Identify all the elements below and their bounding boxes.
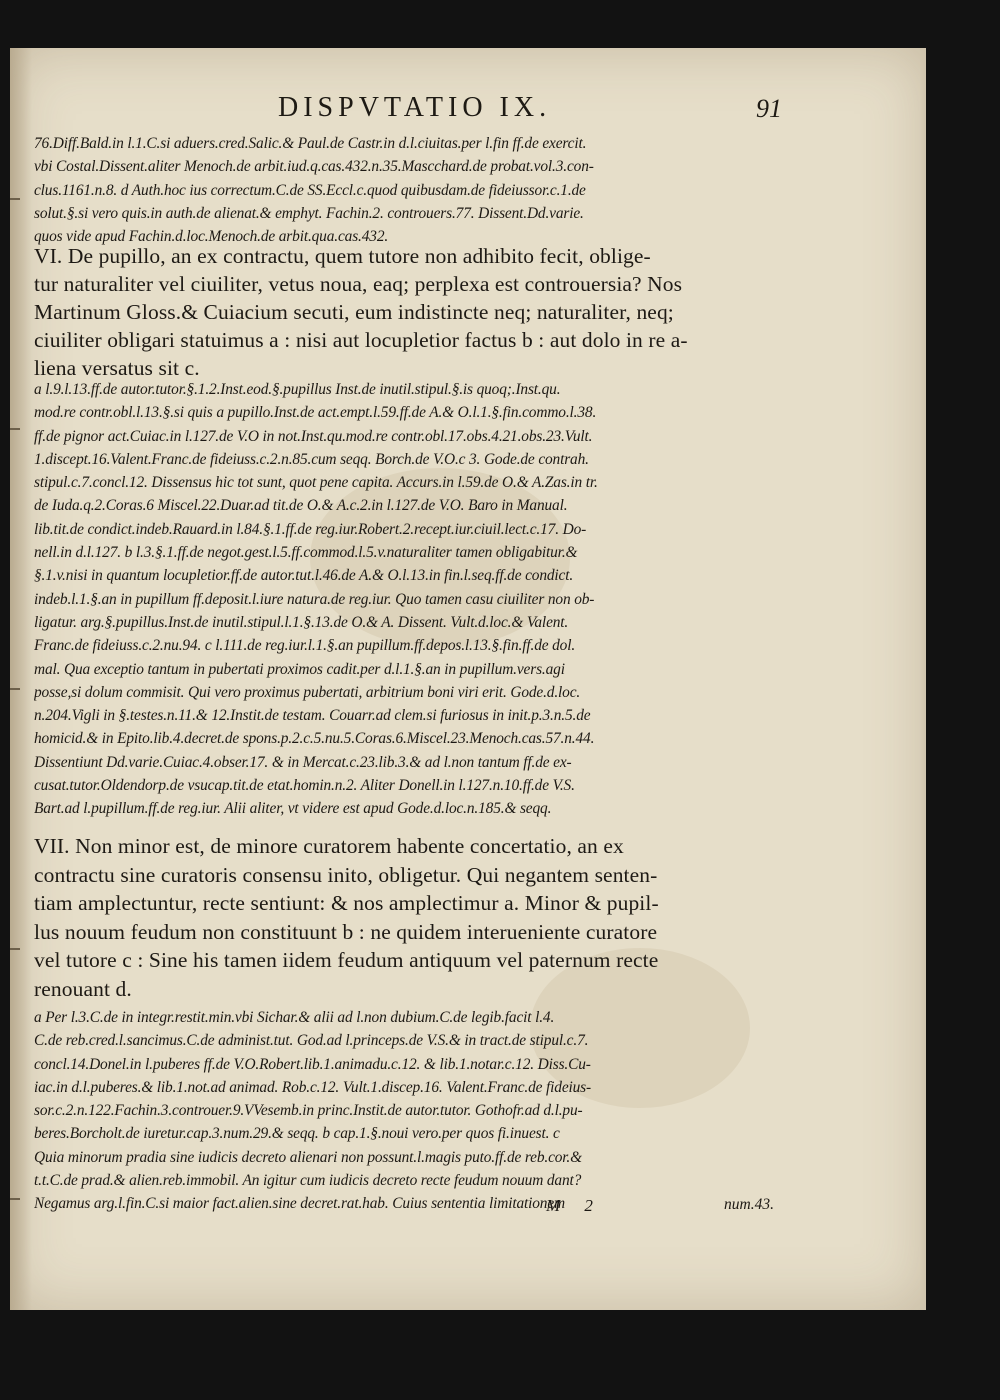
note-line: mod.re contr.obl.l.13.§.si quis a pupillo.Inst.de act.empt.l.59.ff.de A.& O.l.1.§.fin.commo.l.38.: [34, 404, 597, 422]
note-line: Negamus arg.l.fin.C.si maior fact.alien.sine decret.rat.hab. Cuius sententia limitationem: [34, 1195, 565, 1213]
body-line: contractu sine curatoris consensu inito, obligetur. Qui negantem senten-: [34, 862, 658, 887]
note-line: ff.de pignor act.Cuiac.in l.127.de V.O in not.Inst.qu.mod.re contr.obl.17.obs.4.21.obs.23.Vult.: [34, 427, 593, 445]
note-line: clus.1161.n.8. d Auth.hoc ius correctum.C.de SS.Eccl.c.quod quibusdam.de fideiussor.c.1.de: [34, 181, 586, 199]
note-line: homicid.& in Epito.lib.4.decret.de spons.p.2.c.5.nu.5.Coras.6.Miscel.23.Menoch.cas.57.n.44.: [34, 730, 595, 748]
body-line: VII. Non minor est, de minore curatorem habente concertatio, an ex: [34, 834, 624, 858]
page-edge: [920, 48, 926, 1310]
note-line: nell.in d.l.127. b l.3.§.1.ff.de negot.gest.l.5.ff.commod.l.5.v.naturaliter tamen obligabitur.&: [34, 544, 578, 562]
body-line: liena versatus sit c.: [34, 356, 200, 380]
section-vi-text: [34, 242, 794, 382]
note-line: posse,si dolum commisit. Qui vero proximus pubertati, arbitrium boni viri erit. Gode.d.loc.: [34, 683, 581, 701]
note-line: 76.Diff.Bald.in l.1.C.si aduers.cred.Salic.& Paul.de Castr.in d.l.ciuitas.per l.fin ff.de exercit.: [34, 135, 587, 152]
page-footer: [34, 1196, 794, 1220]
note-line: a Per l.3.C.de in integr.restit.min.vbi Sichar.& alii ad l.non dubium.C.de legib.facit l.4.: [34, 1009, 555, 1026]
note-line: quos vide apud Fachin.d.loc.Menoch.de arbit.qua.cas.432.: [34, 228, 389, 246]
note-line: Franc.de fideiuss.c.2.nu.94. c l.111.de reg.iur.l.1.§.an pupillum.ff.depos.l.13.§.fin.ff.de dol.: [34, 637, 576, 655]
catchword: num.43.: [724, 1196, 774, 1213]
note-line: de Iuda.q.2.Coras.6 Miscel.22.Duar.ad tit.de O.& A.c.2.in l.127.de V.O. Baro in Manual.: [34, 497, 568, 515]
note-line: 1.discept.16.Valent.Franc.de fideiuss.c.2.n.85.cum seqq. Borch.de V.O.c 3. Gode.de contrah.: [34, 450, 589, 468]
footnotes-section-vi: [34, 378, 794, 821]
binding-thread-mark: [10, 688, 20, 690]
binding-thread-mark: [10, 1198, 20, 1200]
body-line: tur naturaliter vel ciuiliter, vetus noua, eaq; perplexa est controuersia? Nos: [34, 272, 683, 296]
note-line: ligatur. arg.§.pupillus.Inst.de inutil.stipul.l.1.§.13.de O.& A. Dissent. Vult.d.loc.& Valent.: [34, 613, 569, 631]
note-line: §.1.v.nisi in quantum locupletior.ff.de autor.tut.l.46.de A.& O.l.13.in fin.l.seq.ff.de condict.: [34, 567, 574, 585]
footnotes-top: [34, 132, 794, 248]
note-line: indeb.l.1.§.an in pupillum ff.deposit.l.iure natura.de reg.iur. Quo tamen casu ciuiliter non ob-: [34, 590, 595, 608]
note-line: beres.Borcholt.de iuretur.cap.3.num.29.& seqq. b cap.1.§.noui vero.per quos fi.inuest. c: [34, 1125, 560, 1143]
body-line: VI. De pupillo, an ex contractu, quem tutore non adhibito fecit, oblige-: [34, 244, 651, 268]
note-line: sor.c.2.n.122.Fachin.3.controuer.9.VVesemb.in princ.Instit.de autor.tutor. Gothofr.ad d.l.pu-: [34, 1102, 583, 1120]
note-line: cusat.tutor.Oldendorp.de vsucap.tit.de etat.homin.n.2. Aliter Donell.in l.127.n.10.ff.de V.S.: [34, 777, 575, 795]
footnotes-section-vii: [34, 1006, 794, 1216]
note-line: lib.tit.de condict.indeb.Rauard.in l.84.§.1.ff.de reg.iur.Robert.2.recept.iur.ciuil.lect.c.17. Do-: [34, 520, 587, 538]
note-line: Dissentiunt Dd.varie.Cuiac.4.obser.17. & in Mercat.c.23.lib.3.& ad l.non tantum ff.de ex-: [34, 753, 572, 771]
note-line: concl.14.Donel.in l.puberes ff.de V.O.Robert.lib.1.animadu.c.12. & lib.1.notar.c.12. Diss.Cu-: [34, 1055, 591, 1073]
body-line: Martinum Gloss.& Cuiacium secuti, eum indistincte neq; naturaliter, neq;: [34, 300, 674, 324]
binding-thread-mark: [10, 428, 20, 430]
binding-thread-mark: [10, 198, 20, 200]
note-line: solut.§.si vero quis.in auth.de alienat.& emphyt. Fachin.2. controuers.77. Dissent.Dd.varie.: [34, 204, 584, 222]
note-line: iac.in d.l.puberes.& lib.1.not.ad animad. Rob.c.12. Vult.1.discep.16. Valent.Franc.de fideius-: [34, 1078, 591, 1096]
binding-thread-mark: [10, 948, 20, 950]
body-line: ciuiliter obligari statuimus a : nisi aut locupletior factus b : aut dolo in re a-: [34, 328, 688, 352]
paper-sheet: [10, 48, 926, 1310]
note-line: n.204.Vigli in §.testes.n.11.& 12.Instit.de testam. Couarr.ad clem.si furiosus in init.p.3.n.5.de: [34, 707, 591, 725]
note-line: stipul.c.7.concl.12. Dissensus hic tot sunt, quot pene capita. Accurs.in l.59.de O.& A.Zas.in tr.: [34, 474, 598, 492]
note-line: t.t.C.de prad.& alien.reb.immobil. An igitur cum iudicis decreto recte feudum nouum dant?: [34, 1172, 582, 1190]
body-line: vel tutore c : Sine his tamen iidem feudum antiquum vel paternum recte: [34, 948, 659, 972]
running-header: [28, 92, 788, 126]
page-gutter-shadow: [10, 48, 32, 1310]
body-line: tiam amplectuntur, recte sentiunt: & nos amplectimur a. Minor & pupil-: [34, 891, 659, 915]
note-line: mal. Qua exceptio tantum in pubertati proximos cadit.per d.l.1.§.an in pupillum.vers.agi: [34, 660, 565, 678]
section-vii-text: [34, 832, 794, 1003]
note-line: Quia minorum pradia sine iudicis decreto alienari non possunt.l.magis puto.ff.de reb.cor.&: [34, 1148, 582, 1166]
note-line: C.de reb.cred.l.sancimus.C.de administ.tut. God.ad l.princeps.de V.S.& in tract.de stipul.c.7.: [34, 1032, 589, 1050]
running-title: DISPVTATIO IX.: [278, 92, 552, 123]
signature-mark: M 2: [546, 1196, 603, 1215]
note-line: vbi Costal.Dissent.aliter Menoch.de arbit.iud.q.cas.432.n.35.Mascchard.de probat.vol.3.con-: [34, 158, 594, 176]
body-line: renouant d.: [34, 976, 132, 1001]
body-line: lus nouum feudum non constituunt b : ne quidem interueniente curatore: [34, 919, 658, 944]
note-line: Bart.ad l.pupillum.ff.de reg.iur. Alii aliter, vt videre est apud Gode.d.loc.n.185.& seqq.: [34, 800, 552, 818]
note-line: a l.9.l.13.ff.de autor.tutor.§.1.2.Inst.eod.§.pupillus Inst.de inutil.stipul.§.is quoq;.Inst.qu.: [34, 381, 561, 398]
folio-number: 91: [756, 94, 782, 123]
